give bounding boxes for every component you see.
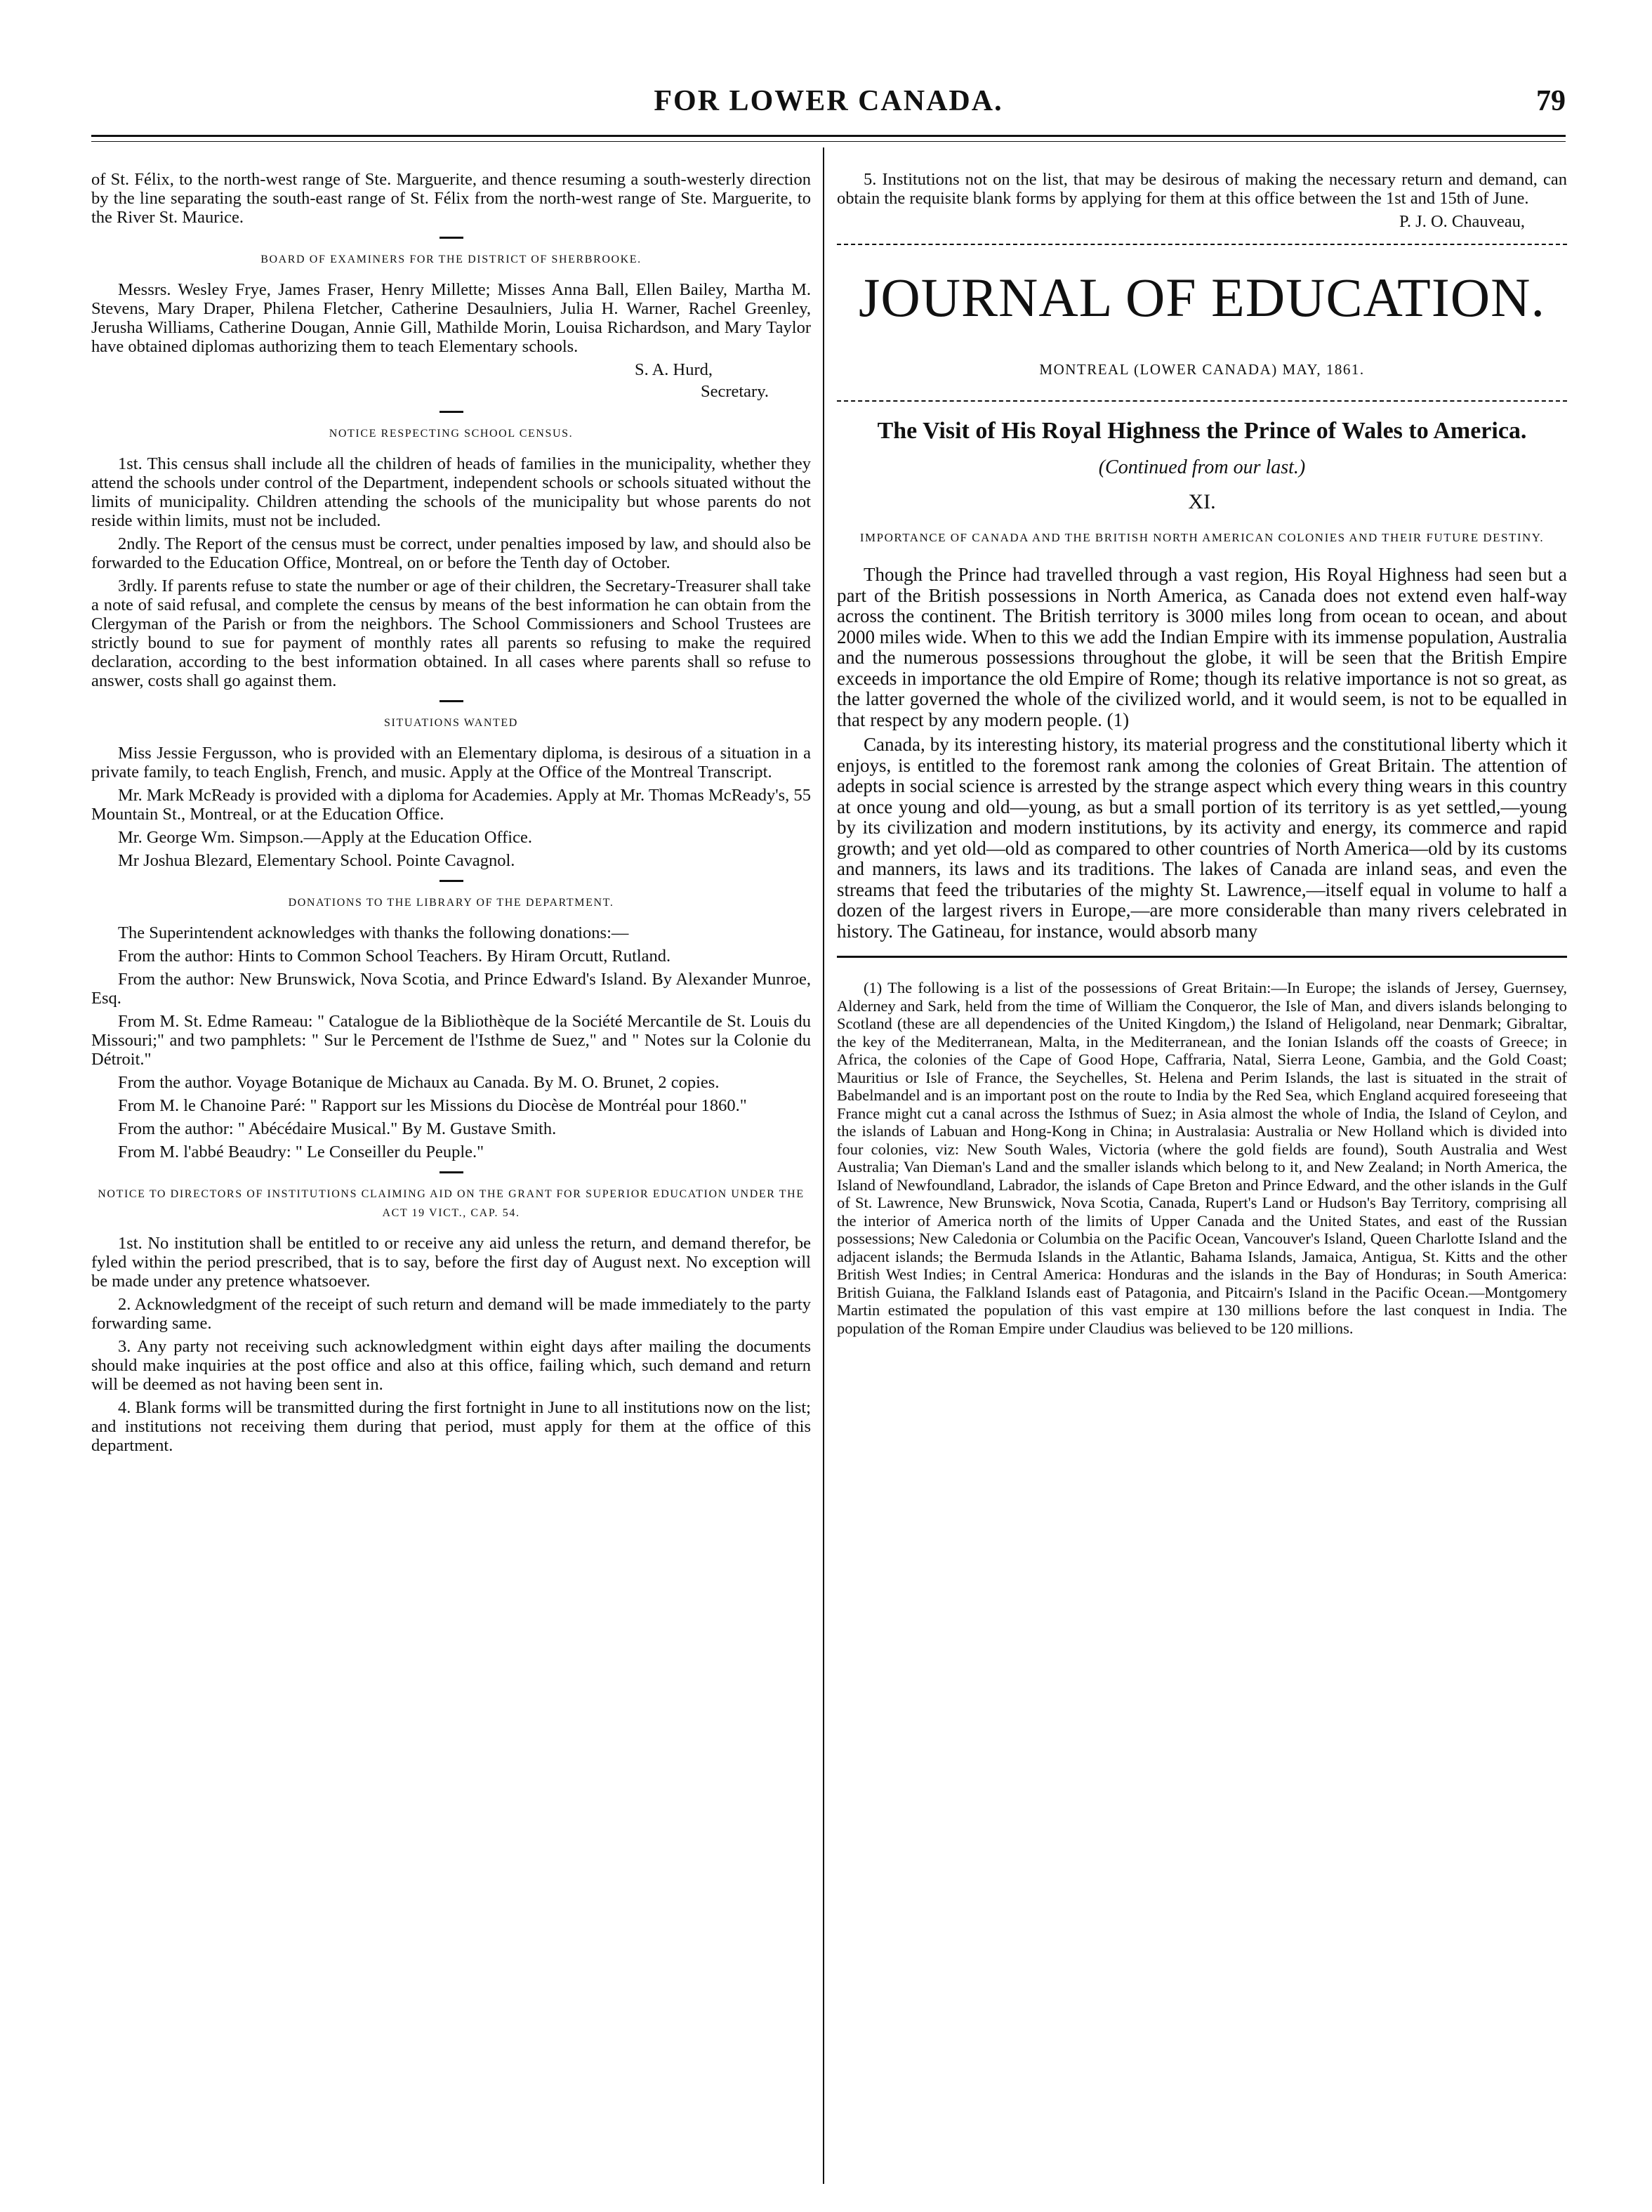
header-rule-thin (91, 141, 1566, 142)
donation-item: From the author: New Brunswick, Nova Scotia, and Prince Edward's Island. By Alexander Munroe, Esq. (91, 970, 811, 1008)
article-title: The Visit of His Royal Highness the Prince of Wales to America. (877, 418, 1527, 444)
masthead-rule-top (837, 244, 1567, 245)
header-rule-thick (91, 135, 1566, 137)
census-item: 1st. This census shall include all the children of heads of families in the municipality, whether they attend the schools under control of the Department, independent schools or schools situated without the limits of municipality. Children attending the schools of the municipality but whose parents do not reside within limits, must not be included. (91, 454, 811, 530)
census-item: 3rdly. If parents refuse to state the number or age of their children, the Secretary-Treasurer shall take a note of said refusal, and complete the census by means of the best information he can obtain from the Clergyman of the Parish or from the neighbors. The School Commissioners and School Trustees are strictly bound to sue for payment of monthly rates all parents so refusing to make the required declaration, according to the best information obtained. In all cases where parents shall so refuse to answer, costs shall go against them. (91, 577, 811, 690)
signature-name: P. J. O. Chauveau, (1399, 212, 1525, 231)
masthead-rule-bottom (837, 400, 1567, 402)
notice-item: 2. Acknowledgment of the receipt of such return and demand will be made immediately to the party forwarding same. (91, 1295, 811, 1333)
section-divider (440, 237, 463, 239)
section-heading-board: BOARD OF EXAMINERS FOR THE DISTRICT OF SHERBROOKE. (260, 254, 642, 265)
donation-item: From M. le Chanoine Paré: " Rapport sur les Missions du Diocèse de Montréal pour 1860." (118, 1096, 747, 1115)
right-column (837, 170, 1567, 1341)
section-number: XI. (1188, 490, 1216, 513)
section-divider (440, 880, 463, 882)
donation-item: From M. St. Edme Rameau: " Catalogue de la Bibliothèque de la Société Mercantile de St. Louis du Missouri;" and two pamphlets: " Sur le Percement de l'Isthme de Suez," and " Notes sur la Colonie du Détroit." (91, 1012, 811, 1069)
dateline: MONTREAL (LOWER CANADA) MAY, 1861. (1039, 361, 1365, 378)
continued-paragraph: of St. Félix, to the north-west range of Ste. Marguerite, and thence resuming a south-westerly direction by the line separating the south-east range of St. Félix from the north-west range of Ste. Marguerite, to the River St. Maurice. (91, 170, 811, 227)
page-number: 79 (1536, 85, 1566, 117)
column-divider (823, 147, 824, 2184)
section-divider (440, 1171, 463, 1173)
running-title: FOR LOWER CANADA. (654, 85, 1003, 117)
section-heading-situations: SITUATIONS WANTED (384, 717, 518, 729)
continued-note: (Continued from our last.) (1098, 456, 1306, 478)
section-heading-notice: NOTICE TO DIRECTORS OF INSTITUTIONS CLAIMING AID ON THE GRANT FOR SUPERIOR EDUCATION UNDER THE ACT 19 VICT., CAP. 54. (98, 1188, 805, 1219)
notice-item: 3. Any party not receiving such acknowledgment within eight days after mailing the documents should make inquiries at the post office and also at this office, failing which, such demand and return will be deemed as not having been sent in. (91, 1337, 811, 1394)
notice-item: 5. Institutions not on the list, that may be desirous of making the necessary return and demand, can obtain the requisite blank forms by applying for them at this office between the 1st and 15th of June. (837, 170, 1567, 208)
situation-item: Mr. George Wm. Simpson.—Apply at the Education Office. (118, 828, 532, 847)
footnote-rule (837, 956, 1567, 958)
donation-item: From the author: Hints to Common School Teachers. By Hiram Orcutt, Rutland. (118, 947, 671, 966)
notice-item: 4. Blank forms will be transmitted during the first fortnight in June to all institutions now on the list; and institutions not receiving them during that period, must apply for them at the office of this department. (91, 1398, 811, 1455)
signature-title: Secretary. (700, 382, 769, 401)
left-column (91, 170, 811, 1459)
donation-intro: The Superintendent acknowledges with thanks the following donations:— (118, 923, 629, 942)
census-item: 2ndly. The Report of the census must be correct, under penalties imposed by law, and should also be forwarded to the Education Office, Montreal, on or before the Tenth day of October. (91, 534, 811, 572)
board-paragraph: Messrs. Wesley Frye, James Fraser, Henry Millette; Misses Anna Ball, Ellen Bailey, Martha M. Stevens, Mary Draper, Philena Fletcher, Catherine Desaulniers, Julia H. Warner, Rachel Greenley, Jerusha Williams, Catherine Dougan, Annie Gill, Mathilde Morin, Louisa Richardson, and Mary Taylor have obtained diplomas authorizing them to teach Elementary schools. (91, 280, 811, 356)
donation-item: From the author. Voyage Botanique de Michaux au Canada. By M. O. Brunet, 2 copies. (118, 1073, 720, 1092)
article-paragraph: Though the Prince had travelled through a vast region, His Royal Highness had seen but a part of the British possessions in North America, as Canada does not extend even half-way across the continent. The British territory is 3000 miles long from ocean to ocean, and about 2000 miles wide. When to this we add the Indian Empire with its immense population, Australia and the numerous possessions throughout the globe, it will be seen that the British Empire exceeds in importance the old Empire of Rome; though its relative importance is not so great, as the latter governed the whole of the civilized world, and it would seem, is not to be equalled in that respect by any modern people. (1) (837, 564, 1567, 730)
donation-item: From the author: " Abécédaire Musical." By M. Gustave Smith. (118, 1119, 557, 1138)
donation-item: From M. l'abbé Beaudry: " Le Conseiller du Peuple." (118, 1143, 484, 1161)
situation-item: Mr Joshua Blezard, Elementary School. Pointe Cavagnol. (118, 851, 515, 870)
notice-item: 1st. No institution shall be entitled to or receive any aid unless the return, and demand therefor, be fyled within the period prescribed, that is to say, before the first day of August next. No exception will be made under any pretence whatsoever. (91, 1234, 811, 1291)
running-header (91, 84, 1566, 126)
article-paragraph: Canada, by its interesting history, its material progress and the constitutional liberty which it enjoys, is entitled to the foremost rank among the colonies of Great Britain. The attention of adepts in social science is arrested by the strange aspect which every thing wears in this country at once young and old—young, as but a small portion of its territory is as yet settled,—young by its civilization and modern institutions, by its activity and energy, its commerce and rapid growth; and yet old—old as compared to other countries of North America—old by its customs and manners, its laws and its traditions. The lakes of Canada are inland seas, and even the streams that feed the tributaries of the mighty St. Lawrence,—itself equal in volume to half a dozen of the largest rivers in Europe,—are more considerable than many rivers celebrated in history. The Gatineau, for instance, would absorb many (837, 734, 1567, 942)
journal-masthead: JOURNAL OF EDUCATION. (859, 267, 1545, 328)
situation-item: Miss Jessie Fergusson, who is provided with an Elementary diploma, is desirous of a situation in a private family, to teach English, French, and music. Apply at the Office of the Montreal Transcript. (91, 744, 811, 782)
section-heading-donations: DONATIONS TO THE LIBRARY OF THE DEPARTMENT. (288, 897, 614, 909)
section-divider (440, 700, 463, 702)
section-divider (440, 411, 463, 413)
article-subtitle: IMPORTANCE OF CANADA AND THE BRITISH NORTH AMERICAN COLONIES AND THEIR FUTURE DESTINY. (859, 531, 1545, 544)
footnote: (1) The following is a list of the possessions of Great Britain:—In Europe; the islands of Jersey, Guernsey, Alderney and Sark, held from the time of William the Conqueror, the Isle of Man, and divers islands belonging to Scotland (these are all dependencies of the United Kingdom,) the Island of Heligoland, near Denmark; Gibraltar, the key of the Mediterranean, Malta, in the Mediterranean, and the Ionian Islands off the coasts of Greece; in Africa, the colonies of the Cape of Good Hope, Caffraria, Natal, Sierra Leone, Gambia, and the Gold Coast; Mauritius or Isle of France, the Seychelles, St. Helena and Perim Islands, the last is situated in the strait of Babelmandel and is an important post on the route to India by the Red Sea, which England acquired foreseeing that France might cut a canal across the Isthmus of Suez; in Asia almost the whole of India, the Island of Ceylon, and the islands of Labuan and Hong-Kong in China; in Australasia: Australia or New Holland which is divided into four colonies, viz: New South Wales, Victoria (where the gold fields are found), South Australia and West Australia; Van Dieman's Land and the smaller islands which belong to it, and New Zealand; in North America, the Island of Newfoundland, Labrador, the islands of Cape Breton and Prince Edward, and the other islands in the Gulf of St. Lawrence, New Brunswick, Nova Scotia, Canada, Rupert's Land or Hudson's Bay Territory, comprising all the interior of America north of the limits of Upper Canada and the United States, and east of the Russian possessions; New Caledonia or Columbia on the Pacific Ocean, Vancouver's Island, Queen Charlotte Island and the adjacent islands; the Bermuda Islands in the Atlantic, Bahama Islands, Jamaica, Antigua, St. Kitts and the other British West Indies; in Central America: Honduras and the islands in the Bay of Honduras; in South America: British Guiana, the Falkland Islands east of Patagonia, and Pitcairn's Island in the Pacific Ocean.—Montgomery Martin estimated the population of this vast empire at 130 millions before the last conquest in India. The population of the Roman Empire under Claudius was believed to be 120 millions. (837, 979, 1567, 1337)
signature-name: S. A. Hurd, (635, 360, 713, 379)
section-heading-census: NOTICE RESPECTING SCHOOL CENSUS. (329, 428, 574, 440)
situation-item: Mr. Mark McReady is provided with a diploma for Academies. Apply at Mr. Thomas McReady's, 55 Mountain St., Montreal, or at the Education Office. (91, 786, 811, 824)
